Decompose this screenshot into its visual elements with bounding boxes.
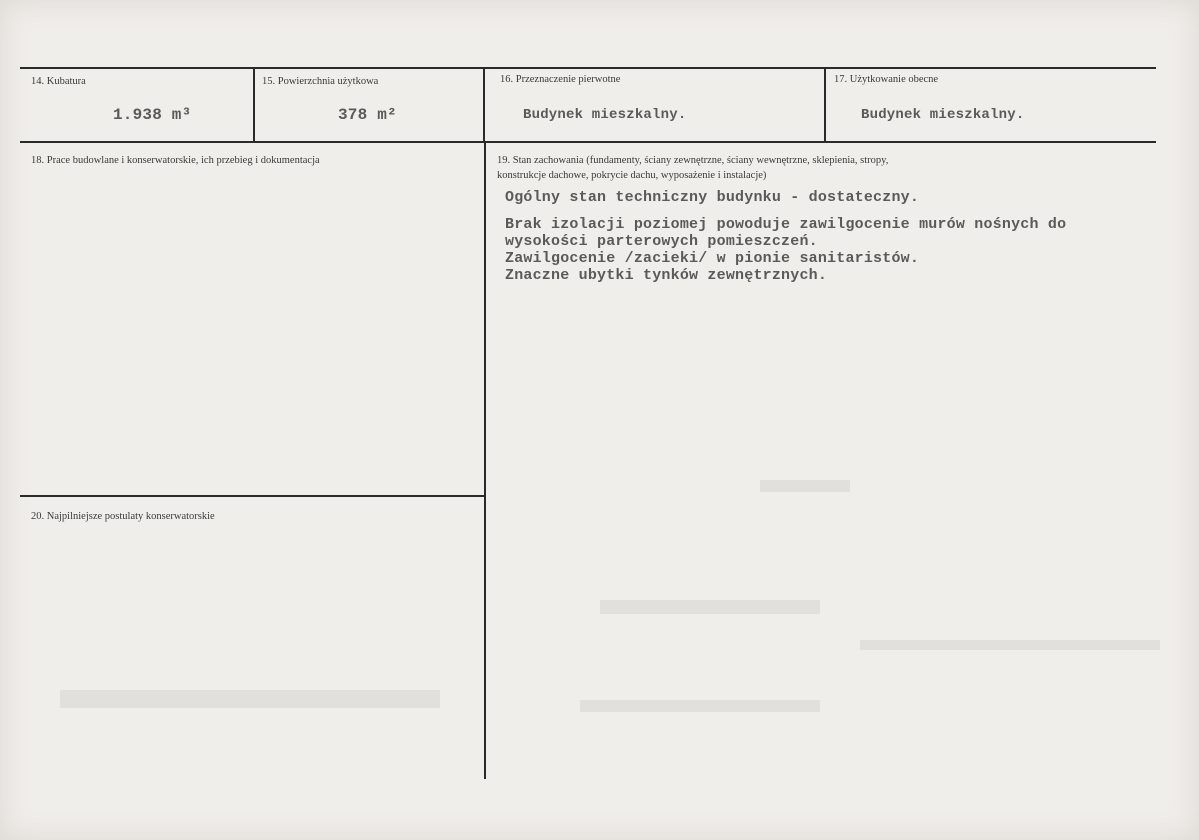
show-through-mark: [580, 700, 820, 712]
divider-15-16: [483, 67, 485, 142]
left-section-rule: [20, 495, 485, 497]
stan-text-line: Znaczne ubytki tynków zewnętrznych.: [505, 267, 828, 284]
uzytkowanie-label: 17. Użytkowanie obecne: [834, 74, 939, 85]
postulaty-label: 20. Najpilniejsze postulaty konserwatorskie: [31, 511, 215, 522]
kubatura-value: 1.938 m³: [113, 106, 192, 124]
main-column-divider: [484, 141, 486, 779]
divider-16-17: [824, 67, 826, 142]
show-through-mark: [60, 690, 440, 708]
stan-text-line: wysokości parterowych pomieszczeń.: [505, 233, 818, 250]
show-through-mark: [760, 480, 850, 492]
stan-text-line: Brak izolacji poziomej powoduje zawilgocenie murów nośnych do: [505, 216, 1067, 233]
top-rule: [20, 67, 1156, 69]
powierzchnia-value: 378 m²: [338, 106, 397, 124]
header-bottom-rule: [20, 141, 1156, 143]
prace-label: 18. Prace budowlane i konserwatorskie, ich przebieg i dokumentacja: [31, 155, 320, 166]
przeznaczenie-value: Budynek mieszkalny.: [523, 107, 687, 123]
powierzchnia-label: 15. Powierzchnia użytkowa: [262, 76, 379, 87]
show-through-mark: [860, 640, 1160, 650]
kubatura-label: 14. Kubatura: [31, 76, 86, 87]
divider-14-15: [253, 67, 255, 142]
stan-text-line: Zawilgocenie /zacieki/ w pionie sanitaristów.: [505, 250, 920, 267]
stan-label-line1: 19. Stan zachowania (fundamenty, ściany zewnętrzne, ściany wewnętrzne, sklepienia, stropy,: [497, 155, 889, 166]
przeznaczenie-label: 16. Przeznaczenie pierwotne: [500, 74, 621, 85]
stan-text-line: Ogólny stan techniczny budynku - dostateczny.: [505, 189, 920, 206]
stan-label-line2: konstrukcje dachowe, pokrycie dachu, wyposażenie i instalacje): [497, 170, 767, 181]
uzytkowanie-value: Budynek mieszkalny.: [861, 107, 1025, 123]
show-through-mark: [600, 600, 820, 614]
